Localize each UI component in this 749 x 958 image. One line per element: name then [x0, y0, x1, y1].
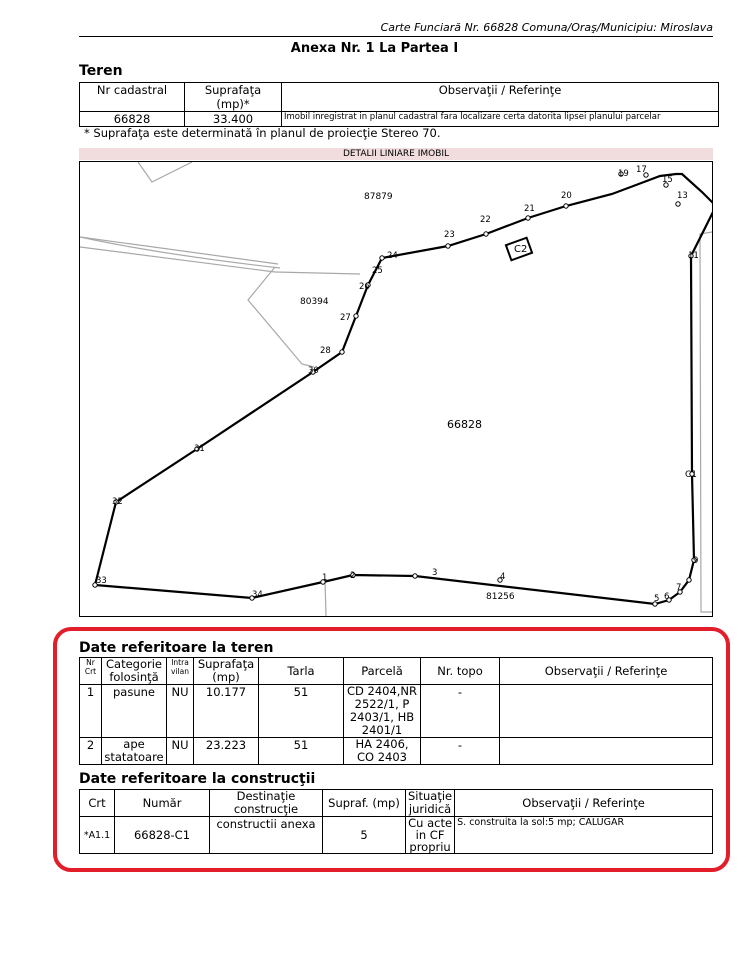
map-title: DETALII LINIARE IMOBIL — [79, 148, 713, 160]
point-label: 23 — [444, 230, 455, 240]
point-label: 21 — [524, 204, 535, 214]
point-label: 22 — [480, 215, 491, 225]
cell-observatii: S. construita la sol:5 mp; CALUGAR — [455, 817, 713, 854]
date-teren-heading: Date referitoare la teren — [79, 640, 274, 656]
col-supraf: Supraf. (mp) — [323, 790, 406, 817]
cell-nr-topo: - — [421, 685, 500, 738]
parcel-label-main: 66828 — [447, 418, 482, 431]
point-label: 13 — [677, 191, 688, 201]
neighbour-parcel-lines — [80, 162, 712, 616]
point-label: 6 — [664, 592, 670, 602]
point-label: 3 — [432, 568, 438, 578]
col-numar: Număr — [115, 790, 210, 817]
cell-intravilan: NU — [167, 685, 194, 738]
date-constr-heading: Date referitoare la construcţii — [79, 771, 316, 787]
point-label: 26 — [359, 282, 370, 292]
table-header-row — [80, 790, 713, 817]
point-label: 30 — [308, 366, 319, 376]
point-label: 2 — [350, 571, 356, 581]
cell-nr-topo: - — [421, 738, 500, 765]
cell-observatii: Imobil inregistrat in planul cadastral fara localizare certa datorita lipsei planului parcelar — [282, 112, 719, 127]
point-label: 5 — [654, 594, 660, 604]
point-label: 7 — [676, 583, 682, 593]
point-label: 4 — [500, 572, 506, 582]
col-intravilan: Intra vilan — [167, 658, 194, 685]
col-observatii: Observaţii / Referinţe — [500, 658, 713, 685]
annex-title: Anexa Nr. 1 La Partea I — [290, 41, 459, 56]
cell-suprafata: 10.177 — [194, 685, 259, 738]
point-label: 25 — [372, 266, 383, 276]
point-labels — [96, 165, 699, 604]
point-label: 15 — [662, 175, 673, 185]
cell-tarla: 51 — [259, 738, 344, 765]
date-teren-table — [79, 657, 713, 765]
cell-nr-cadastral: 66828 — [80, 112, 185, 127]
point-label: 33 — [96, 576, 107, 586]
marker-label: C1 — [685, 470, 698, 480]
point-label: 34 — [252, 590, 263, 600]
table-row — [80, 738, 713, 765]
cell-parcela: CD 2404,NR 2522/1, P 2403/1, HB 2401/1 — [344, 685, 421, 738]
cell-nr: 1 — [80, 685, 102, 738]
cell-nr: 2 — [80, 738, 102, 765]
parcel-map — [79, 161, 713, 617]
cell-situatie: Cu acte in CF propriu — [406, 817, 455, 854]
cell-suprafata: 23.223 — [194, 738, 259, 765]
document-header: Carte Funciară Nr. 66828 Comuna/Oraş/Municipiu: Miroslava — [380, 21, 713, 34]
point-label: 28 — [320, 346, 331, 356]
point-label: 9 — [693, 556, 699, 566]
projection-note: * Suprafaţa este determinată în planul de proiecţie Stereo 70. — [84, 126, 441, 140]
point-label: 17 — [636, 165, 647, 175]
col-nr-crt: Nr Crt — [80, 658, 102, 685]
building-label: C2 — [514, 244, 528, 255]
boundary-vertices — [93, 172, 699, 606]
point-label: 31 — [194, 444, 205, 454]
point-label: 24 — [387, 251, 398, 261]
col-crt: Crt — [80, 790, 115, 817]
col-nr-topo: Nr. topo — [421, 658, 500, 685]
cell-numar: 66828-C1 — [115, 817, 210, 854]
col-suprafata: Suprafaţa (mp)* — [185, 83, 282, 112]
table-row — [80, 817, 713, 854]
col-categorie: Categorie folosinţă — [102, 658, 167, 685]
col-situatie: Situaţie juridică — [406, 790, 455, 817]
date-constr-table — [79, 789, 713, 854]
table-row — [80, 685, 713, 738]
parcel-labels — [300, 192, 697, 602]
point-label: 11 — [688, 251, 699, 261]
parcel-label-north: 87879 — [364, 192, 393, 202]
cell-parcela: HA 2406, CO 2403 — [344, 738, 421, 765]
point-label: 1 — [322, 573, 328, 583]
col-nr-cadastral: Nr cadastral — [80, 83, 185, 112]
table-row — [80, 112, 719, 127]
point-label: 32 — [112, 497, 123, 507]
parcel-label-west: 80394 — [300, 297, 329, 307]
cell-intravilan: NU — [167, 738, 194, 765]
point-label: 27 — [340, 313, 351, 323]
col-destinatie: Destinaţie construcţie — [210, 790, 323, 817]
cell-destinatie: constructii anexa — [210, 817, 323, 854]
col-tarla: Tarla — [259, 658, 344, 685]
cell-suprafata: 33.400 — [185, 112, 282, 127]
cell-crt: *A1.1 — [80, 817, 115, 854]
col-observatii: Observaţii / Referinţe — [282, 83, 719, 112]
point-label: 19 — [618, 169, 629, 179]
cell-observatii — [500, 738, 713, 765]
cell-observatii — [500, 685, 713, 738]
table-header-row — [80, 658, 713, 685]
cell-supraf: 5 — [323, 817, 406, 854]
col-suprafata: Suprafaţa (mp) — [194, 658, 259, 685]
cell-categorie: ape statatoare — [102, 738, 167, 765]
teren-table — [79, 82, 719, 127]
cell-tarla: 51 — [259, 685, 344, 738]
cell-categorie: pasune — [102, 685, 167, 738]
parcel-boundary — [95, 174, 712, 604]
teren-heading: Teren — [79, 63, 123, 79]
parcel-label-south: 81256 — [486, 592, 515, 602]
table-header-row — [80, 83, 719, 112]
col-observatii: Observaţii / Referinţe — [455, 790, 713, 817]
col-parcela: Parcelă — [344, 658, 421, 685]
point-label: 20 — [561, 191, 572, 201]
